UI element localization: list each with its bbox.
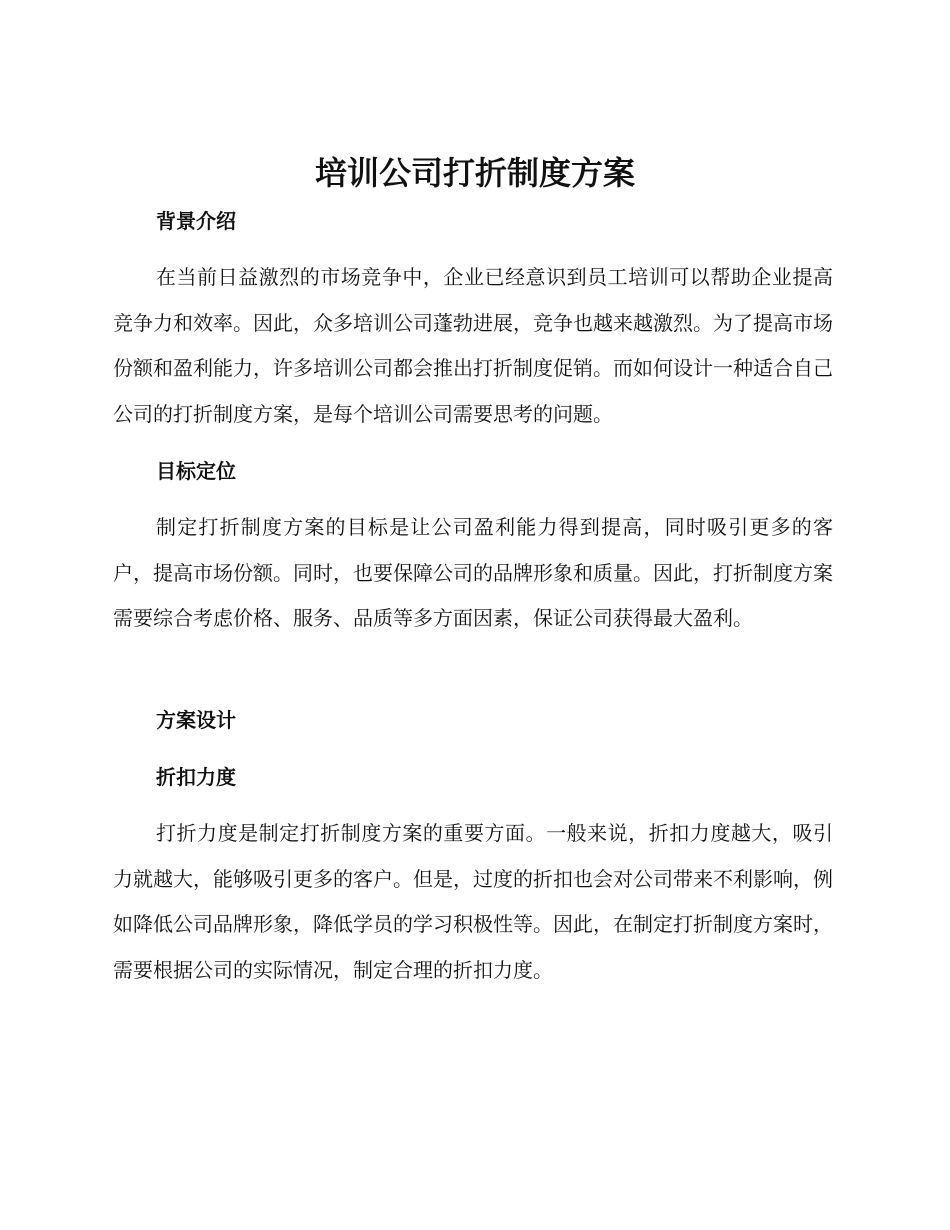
section-heading-goal: 目标定位 (156, 459, 236, 483)
section-heading-discount: 折扣力度 (156, 765, 236, 789)
section-heading-background: 背景介绍 (156, 209, 236, 233)
page-title: 培训公司打折制度方案 (314, 154, 635, 192)
section-paragraph-goal: 制定打折制度方案的目标是让公司盈利能力得到提高，同时吸引更多的客户，提高市场份额。同时，也要保障公司的品牌形象和质量。因此，打折制度方案需要综合考虑价格、服务、品质等多方面因素，保证公司获得最大盈利。 (113, 515, 833, 630)
section-paragraph-discount: 打折力度是制定打折制度方案的重要方面。一般来说，折扣力度越大，吸引力就越大，能够吸引更多的客户。但是，过度的折扣也会对公司带来不利影响，例如降低公司品牌形象，降低学员的学习积极性等。因此，在制定打折制度方案时，需要根据公司的实际情况，制定合理的折扣力度。 (113, 821, 833, 982)
section-paragraph-background: 在当前日益激烈的市场竞争中，企业已经意识到员工培训可以帮助企业提高竞争力和效率。因此，众多培训公司蓬勃进展，竞争也越来越激烈。为了提高市场份额和盈利能力，许多培训公司都会推出打折制度促销。而如何设计一种适合自己公司的打折制度方案，是每个培训公司需要思考的问题。 (113, 265, 833, 426)
section-heading-design: 方案设计 (156, 708, 236, 732)
